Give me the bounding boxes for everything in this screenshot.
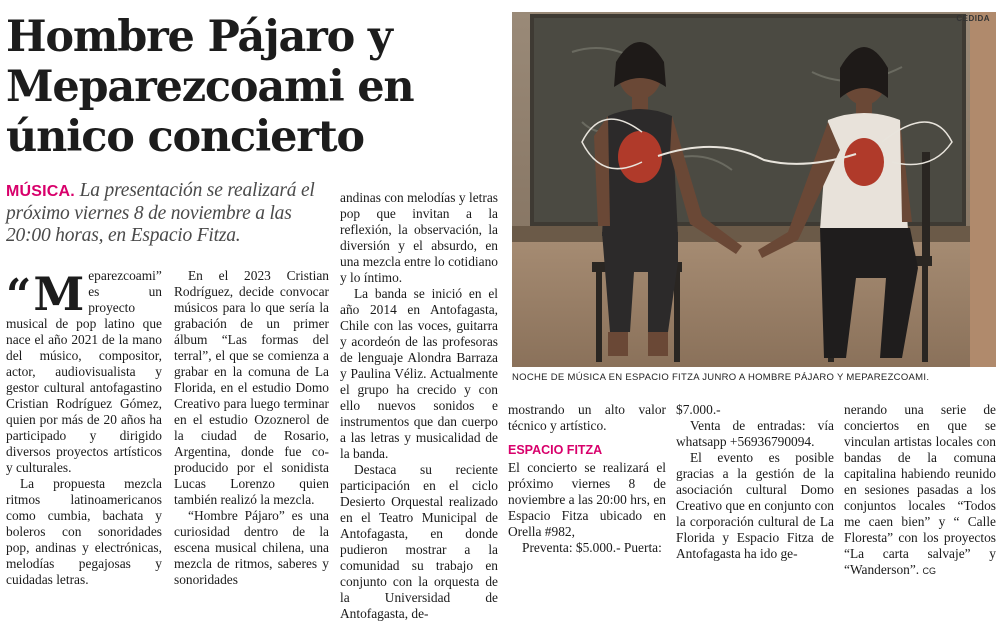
drop-cap-letter: M: [33, 267, 85, 321]
article-column-2: [174, 268, 329, 588]
paragraph-text: nerando una serie de conciertos en que se vinculan artistas locales con bandas de la comuna capitalina habiendo reunido en sesiones pasadas a los conjuntos locales “Todos me caen bien” y “ Calle Floresta” con los proyectos “La carta salvaje” y “Wanderson”.: [844, 402, 996, 577]
article-paragraph: Preventa: $5.000.- Puerta:: [522, 540, 662, 555]
article-paragraph: La banda se inició en el año 2014 en Antofagasta, Chile con las voces, guitarra y acordeón de las profesoras de lenguaje Alondra Barraza y Paulina Véliz. Actualmente el grupo ha crecido y con ello nuevos sonidos e instrumentos que dan cuerpo a las letras y musicalidad de la banda.: [340, 286, 498, 461]
article-paragraph: [6, 268, 162, 476]
article-paragraph: andinas con melodías y letras pop que invitan a la reflexión, la observación, la diversión y el absurdo, en una mezcla entre lo cotidiano y lo íntimo.: [340, 190, 498, 285]
section-tag: MÚSICA.: [6, 183, 75, 200]
paragraph-text: eparezcoami” es un proyecto musical de pop latino que nace el año 2021 de la mano del músico, compositor, actor, audiovisualista y gestor cultural antofagastino Cristian Rodríguez Gómez, quien por más de 20 años ha participado y dirigido diversos proyectos artísticos y culturales.: [6, 268, 162, 475]
lead-paragraph: [6, 180, 336, 247]
headline: [6, 12, 414, 162]
headline-line-2: Meparezcoami en: [6, 62, 414, 112]
article-paragraph: [844, 402, 996, 579]
photo-illustration: [512, 12, 996, 367]
article-paragraph: “Hombre Pájaro” es una curiosidad dentro de la escena musical chilena, una mezcla de ritmos, saberes y sonoridades: [174, 508, 329, 587]
article-paragraph: El evento es posible gracias a la gestión de la asociación cultural Domo Creativo que en conjunto con la corporación cultural de La Florida y Espacio Fitza de Antofagasta ha ido ge-: [676, 450, 834, 561]
article-paragraph: mostrando un alto valor técnico y artístico.: [508, 402, 666, 433]
article-paragraph: La propuesta mezcla ritmos latinoamericanos como cumbia, bachata y boleros con sonoridades pop, andinas y electrónicas, melodías pegajosas y cuidadas letras.: [6, 476, 162, 587]
article-column-6: [844, 402, 996, 579]
article-column-5: [676, 402, 834, 562]
headline-line-3: único concierto: [6, 112, 364, 162]
article-paragraph: $7.000.-: [676, 402, 721, 417]
drop-cap: [6, 267, 85, 321]
lead-text: La presentación se realizará el próximo viernes 8 de noviembre a las 20:00 horas, en Espacio Fitza.: [6, 180, 315, 246]
end-mark: CG: [922, 566, 936, 576]
article-paragraph: El concierto se realizará el próximo viernes 8 de noviembre a las 20:00 hrs, en Espacio Fitza ubicado en Orella #982,: [508, 460, 666, 539]
article-paragraph: Destaca su reciente participación en el ciclo Desierto Orquestal realizado en el Teatro Municipal de Antofagasta, en donde pudieron mostrar a la comunidad su trabajo en conjunto con la orquesta de la Universidad de Antofagasta, de-: [340, 462, 498, 621]
article-column-3: [340, 190, 498, 622]
article-column-4: [508, 402, 666, 556]
article-column-1: [6, 268, 162, 588]
photo-credit: CEDIDA: [956, 14, 990, 23]
photo-caption: NOCHE DE MÚSICA EN ESPACIO FITZA JUNRO A HOMBRE PÁJARO Y MEPAREZCOAMI.: [512, 372, 930, 383]
drop-cap-quote: “: [6, 270, 32, 321]
section-subhead: ESPACIO FITZA: [508, 443, 603, 457]
article-paragraph: Venta de entradas: vía whatsapp +56936790094.: [676, 418, 834, 449]
headline-line-1: Hombre Pájaro y: [6, 12, 392, 62]
concert-photo: [512, 12, 996, 367]
article-paragraph: En el 2023 Cristian Rodríguez, decide convocar músicos para lo que sería la grabación de un primer álbum “Las formas del terral”, el que se comienza a grabar en la comuna de La Florida, en el estudio Domo Creativo para luego terminar en el estudio Ozoznerol de la ciudad de Rosario, Argentina, donde fue co-producido por el sonidista Lucas Lorenzo quien también realizó la mezcla.: [174, 268, 329, 507]
